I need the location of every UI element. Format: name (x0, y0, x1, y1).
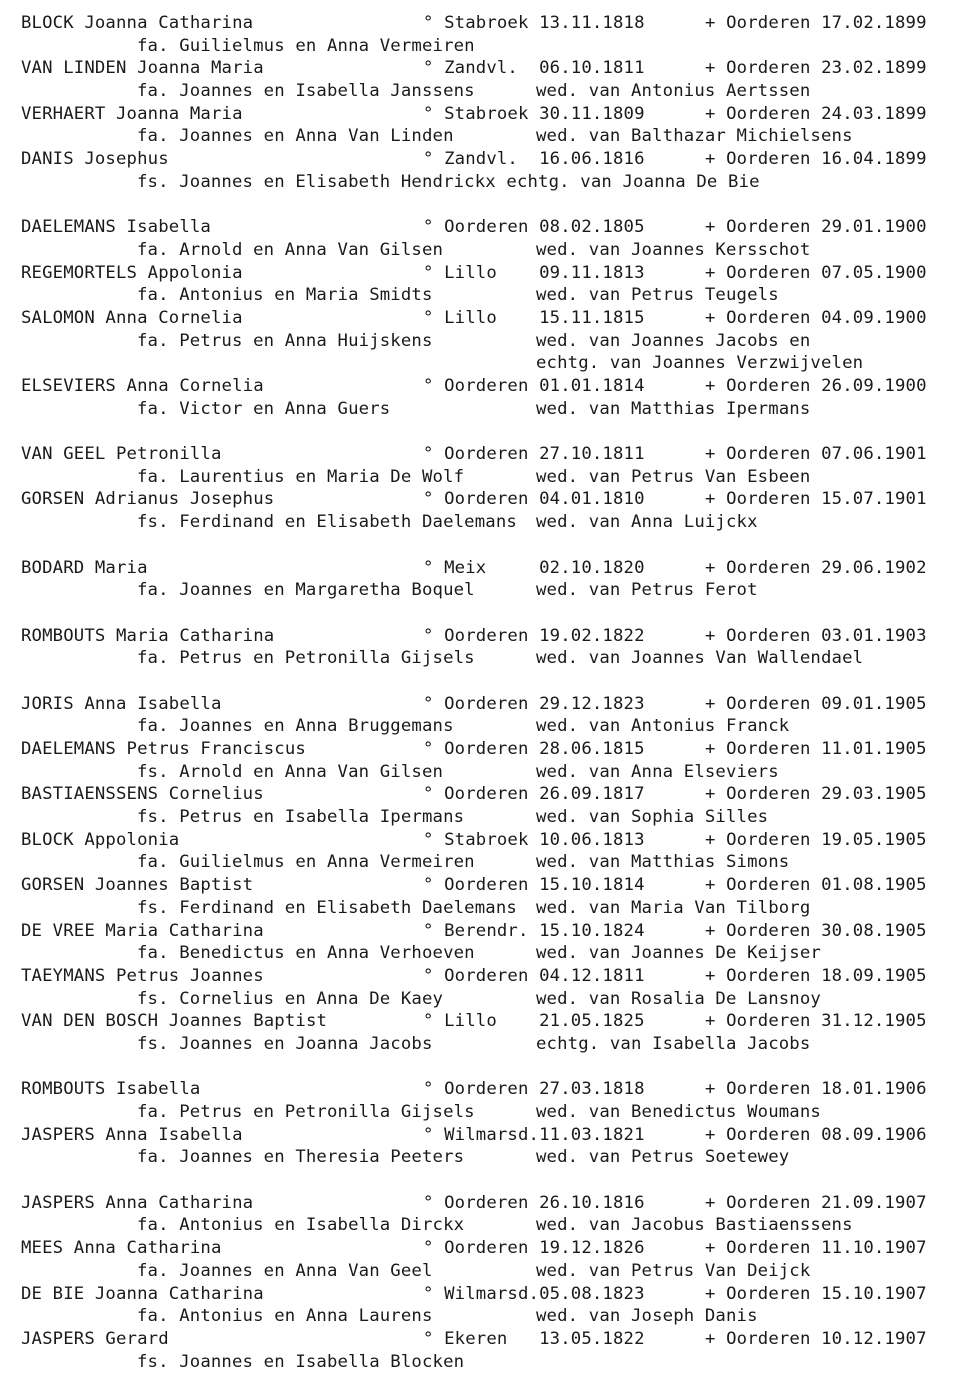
birth-record: ° Oorderen 04.01.1810 (423, 489, 645, 510)
parents-text: fs. Joannes en Joanna Jacobs (137, 1033, 433, 1054)
parents-text: fa. Joannes en Anna Van Linden (137, 126, 454, 147)
spouse-text: wed. van Jacobus Bastiaenssens (536, 1215, 853, 1236)
entry-main-line (21, 12, 951, 35)
person-name: ELSEVIERS Anna Cornelia (21, 376, 264, 396)
entry-main-line (21, 874, 951, 897)
entry-main-line (21, 625, 951, 648)
year-group (21, 1078, 951, 1169)
register-entry (21, 216, 951, 261)
register-entry (21, 1237, 951, 1282)
spouse-text: wed. van Petrus Van Esbeen (536, 466, 811, 487)
person-name: ROMBOUTS Isabella (21, 1079, 201, 1100)
death-record: + Oorderen 11.01.1905 (705, 739, 927, 759)
entry-detail-line (21, 330, 951, 353)
parents-text: fs. Arnold en Anna Van Gilsen (137, 761, 444, 782)
entry-detail-line (21, 851, 951, 874)
entry-main-line (21, 1283, 951, 1306)
death-register-page (21, 12, 951, 1373)
birth-record: ° Lillo 09.11.1813 (423, 262, 645, 283)
death-record: + Oorderen 29.01.1900 (705, 217, 927, 238)
entry-main-line (21, 488, 951, 511)
parents-text: fa. Laurentius en Maria De Wolf (137, 466, 465, 487)
entry-main-line (21, 783, 951, 806)
death-record: + Oorderen 08.09.1906 (705, 1124, 927, 1145)
spouse-text: echtg. van Isabella Jacobs (536, 1033, 811, 1054)
register-entry (21, 1078, 951, 1123)
birth-record: ° Oorderen 26.09.1817 (423, 784, 645, 805)
birth-record: ° Oorderen 19.12.1826 (423, 1238, 645, 1259)
register-entry (21, 262, 951, 307)
year-group (21, 693, 951, 1056)
death-record: + Oorderen 18.09.1905 (705, 965, 927, 986)
register-entry (21, 1010, 951, 1055)
entry-main-line (21, 1192, 951, 1215)
entry-detail-line (21, 715, 951, 738)
entry-detail-line (21, 239, 951, 262)
birth-record: ° Oorderen 15.10.1814 (423, 875, 645, 896)
register-entry (21, 874, 951, 919)
birth-record: ° Ekeren 13.05.1822 (423, 1328, 645, 1349)
entry-detail-line (21, 466, 951, 489)
person-name: MEES Anna Catharina (21, 1238, 222, 1259)
death-record: + Oorderen 17.02.1899 (705, 13, 927, 33)
parents-text: fa. Benedictus en Anna Verhoeven (137, 943, 475, 964)
entry-detail-line (21, 1033, 951, 1056)
parents-text: fs. Ferdinand en Elisabeth Daelemans (137, 897, 517, 918)
entry-main-line (21, 738, 951, 761)
spouse-text: wed. van Petrus Ferot (536, 580, 758, 601)
birth-record: ° Berendr. 15.10.1824 (423, 920, 645, 941)
person-name: JORIS Anna Isabella (21, 693, 222, 714)
entry-main-line (21, 443, 951, 466)
birth-record: ° Oorderen 04.12.1811 (423, 965, 645, 986)
person-name: BODARD Maria (21, 557, 148, 578)
death-record: + Oorderen 30.08.1905 (705, 920, 927, 941)
death-record: + Oorderen 29.03.1905 (705, 784, 927, 805)
entry-detail-line (21, 80, 951, 103)
entry-main-line (21, 920, 951, 943)
entry-detail-line (21, 1260, 951, 1283)
parents-text: fs. Joannes en Elisabeth Hendrickx echtg. van Joanna De Bie (137, 171, 760, 192)
spouse-text: wed. van Rosalia De Lansnoy (536, 988, 821, 1009)
person-name: BLOCK Joanna Catharina (21, 13, 254, 33)
spouse-text: wed. van Petrus Soetewey (536, 1147, 790, 1168)
death-record: + Oorderen 10.12.1907 (705, 1328, 927, 1349)
spouse-text: wed. van Maria Van Tilborg (536, 897, 811, 918)
person-name: BLOCK Appolonia (21, 829, 180, 850)
entry-main-line (21, 57, 951, 80)
register-entry (21, 1124, 951, 1169)
spouse-text: wed. van Antonius Aertssen (536, 81, 811, 102)
register-entry (21, 738, 951, 783)
spouse-text: wed. van Anna Elseviers (536, 761, 779, 782)
entry-main-line (21, 103, 951, 126)
birth-record: ° Zandvl. 06.10.1811 (423, 58, 645, 79)
death-record: + Oorderen 15.07.1901 (705, 489, 927, 510)
death-record: + Oorderen 09.01.1905 (705, 693, 927, 714)
person-name: VERHAERT Joanna Maria (21, 103, 243, 124)
parents-text: fa. Petrus en Anna Huijskens (137, 330, 433, 351)
person-name: DAELEMANS Isabella (21, 217, 211, 238)
spouse-text: wed. van Joannes Jacobs en (536, 330, 811, 351)
year-group (21, 443, 951, 534)
entry-main-line (21, 148, 951, 171)
spouse-text: wed. van Joannes Kersschot (536, 239, 811, 260)
person-name: VAN DEN BOSCH Joannes Baptist (21, 1011, 328, 1032)
entry-detail-line (21, 1351, 951, 1374)
person-name: GORSEN Joannes Baptist (21, 875, 254, 896)
person-name: JASPERS Gerard (21, 1328, 169, 1349)
entry-main-line (21, 1328, 951, 1351)
register-entry (21, 148, 951, 193)
register-entry (21, 965, 951, 1010)
entry-detail-line (21, 398, 951, 421)
entry-main-line (21, 693, 951, 716)
entry-main-line (21, 1124, 951, 1147)
person-name: TAEYMANS Petrus Joannes (21, 965, 264, 986)
register-entry (21, 488, 951, 533)
parents-text: fa. Guilielmus en Anna Vermeiren (137, 852, 475, 873)
entry-main-line (21, 1078, 951, 1101)
person-name: REGEMORTELS Appolonia (21, 262, 243, 283)
register-entry (21, 443, 951, 488)
entry-detail-line (21, 284, 951, 307)
parents-text: fa. Antonius en Anna Laurens (137, 1306, 433, 1327)
spouse-text-continued: echtg. van Joannes Verzwijvelen (536, 353, 864, 374)
spouse-text: wed. van Joannes Van Wallendael (536, 648, 864, 669)
entry-detail-line (21, 1214, 951, 1237)
death-record: + Oorderen 07.05.1900 (705, 262, 927, 283)
parents-text: fs. Ferdinand en Elisabeth Daelemans (137, 512, 517, 533)
birth-record: ° Zandvl. 16.06.1816 (423, 149, 645, 170)
entry-main-line (21, 1237, 951, 1260)
parents-text: fa. Joannes en Isabella Janssens (137, 81, 475, 102)
parents-text: fa. Petrus en Petronilla Gijsels (137, 648, 475, 669)
death-record: + Oorderen 18.01.1906 (705, 1079, 927, 1100)
birth-record: ° Wilmarsd.05.08.1823 (423, 1283, 645, 1304)
person-name: DANIS Josephus (21, 149, 169, 170)
birth-record: ° Oorderen 28.06.1815 (423, 739, 645, 759)
entry-detail-line (21, 761, 951, 784)
parents-text: fs. Joannes en Isabella Blocken (137, 1351, 465, 1372)
register-entry (21, 375, 951, 420)
person-name: DAELEMANS Petrus Franciscus (21, 739, 306, 759)
person-name: VAN GEEL Petronilla (21, 444, 222, 465)
register-entry (21, 920, 951, 965)
birth-record: ° Stabroek 13.11.1818 (423, 13, 645, 33)
death-record: + Oorderen 07.06.1901 (705, 444, 927, 465)
register-entry (21, 783, 951, 828)
entry-main-line (21, 1010, 951, 1033)
parents-text: fa. Victor en Anna Guers (137, 398, 391, 419)
entry-main-line (21, 829, 951, 852)
birth-record: ° Lillo 15.11.1815 (423, 307, 645, 328)
register-entry (21, 103, 951, 148)
parents-text: fa. Petrus en Petronilla Gijsels (137, 1102, 475, 1122)
register-entry (21, 625, 951, 670)
birth-record: ° Oorderen 27.03.1818 (423, 1079, 645, 1100)
register-entry (21, 693, 951, 738)
entry-detail-line (21, 35, 951, 58)
birth-record: ° Wilmarsd.11.03.1821 (423, 1124, 645, 1145)
register-entry (21, 12, 951, 57)
register-entry (21, 557, 951, 602)
entry-detail-line (21, 988, 951, 1011)
entry-main-line (21, 216, 951, 239)
birth-record: ° Oorderen 08.02.1805 (423, 217, 645, 238)
entry-detail-line (21, 171, 951, 194)
entry-detail-line (21, 647, 951, 670)
death-record: + Oorderen 26.09.1900 (705, 376, 927, 396)
birth-record: ° Oorderen 26.10.1816 (423, 1192, 645, 1213)
person-name: DE VREE Maria Catharina (21, 920, 264, 941)
spouse-text: wed. van Balthazar Michielsens (536, 126, 853, 147)
person-name: GORSEN Adrianus Josephus (21, 489, 275, 510)
birth-record: ° Oorderen 29.12.1823 (423, 693, 645, 714)
entry-detail-line (21, 1146, 951, 1169)
death-record: + Oorderen 15.10.1907 (705, 1283, 927, 1304)
entry-detail-line (21, 125, 951, 148)
entry-detail-line (21, 511, 951, 534)
parents-text: fs. Petrus en Isabella Ipermans (137, 807, 465, 828)
death-record: + Oorderen 21.09.1907 (705, 1192, 927, 1213)
spouse-text: wed. van Matthias Ipermans (536, 398, 811, 419)
parents-text: fa. Arnold en Anna Van Gilsen (137, 239, 444, 260)
person-name: VAN LINDEN Joanna Maria (21, 58, 264, 79)
person-name: ROMBOUTS Maria Catharina (21, 625, 275, 646)
person-name: BASTIAENSSENS Cornelius (21, 784, 264, 805)
birth-record: ° Lillo 21.05.1825 (423, 1011, 645, 1032)
birth-record: ° Oorderen 19.02.1822 (423, 625, 645, 646)
register-entry (21, 829, 951, 874)
parents-text: fa. Joannes en Margaretha Boquel (137, 580, 475, 601)
birth-record: ° Stabroek 30.11.1809 (423, 103, 645, 124)
birth-record: ° Oorderen 01.01.1814 (423, 376, 645, 396)
person-name: DE BIE Joanna Catharina (21, 1283, 264, 1304)
parents-text: fa. Joannes en Anna Van Geel (137, 1260, 433, 1281)
register-entry (21, 1283, 951, 1328)
entry-main-line (21, 375, 951, 398)
person-name: SALOMON Anna Cornelia (21, 307, 243, 328)
spouse-text: wed. van Petrus Van Deijck (536, 1260, 811, 1281)
entry-detail-line (21, 806, 951, 829)
birth-record: ° Oorderen 27.10.1811 (423, 444, 645, 465)
register-entry (21, 57, 951, 102)
entry-main-line (21, 262, 951, 285)
year-group (21, 625, 951, 670)
parents-text: fa. Joannes en Theresia Peeters (137, 1147, 465, 1168)
death-record: + Oorderen 31.12.1905 (705, 1011, 927, 1032)
entry-main-line (21, 965, 951, 988)
spouse-text: wed. van Joannes De Keijser (536, 943, 821, 964)
person-name: JASPERS Anna Catharina (21, 1192, 254, 1213)
birth-record: ° Stabroek 10.06.1813 (423, 829, 645, 850)
year-group (21, 12, 951, 194)
entry-extra-line (21, 352, 951, 375)
spouse-text: wed. van Benedictus Woumans (536, 1102, 821, 1122)
entry-detail-line (21, 897, 951, 920)
spouse-text: wed. van Anna Luijckx (536, 512, 758, 533)
death-record: + Oorderen 29.06.1902 (705, 557, 927, 578)
register-entry (21, 1328, 951, 1373)
year-group (21, 557, 951, 602)
spouse-text: wed. van Matthias Simons (536, 852, 790, 873)
parents-text: fa. Guilielmus en Anna Vermeiren (137, 35, 475, 56)
death-record: + Oorderen 11.10.1907 (705, 1238, 927, 1259)
death-record: + Oorderen 04.09.1900 (705, 307, 927, 328)
year-group (21, 1192, 951, 1374)
spouse-text: wed. van Petrus Teugels (536, 285, 779, 306)
parents-text: fa. Antonius en Maria Smidts (137, 285, 433, 306)
register-entry (21, 307, 951, 375)
death-record: + Oorderen 03.01.1903 (705, 625, 927, 646)
death-record: + Oorderen 23.02.1899 (705, 58, 927, 79)
spouse-text: wed. van Joseph Danis (536, 1306, 758, 1327)
register-entry (21, 1192, 951, 1237)
entry-detail-line (21, 579, 951, 602)
death-record: + Oorderen 24.03.1899 (705, 103, 927, 124)
spouse-text: wed. van Antonius Franck (536, 716, 790, 737)
parents-text: fa. Joannes en Anna Bruggemans (137, 716, 454, 737)
entry-main-line (21, 307, 951, 330)
year-group (21, 216, 951, 420)
death-record: + Oorderen 01.08.1905 (705, 875, 927, 896)
parents-text: fa. Antonius en Isabella Dirckx (137, 1215, 465, 1236)
entry-main-line (21, 557, 951, 580)
death-record: + Oorderen 16.04.1899 (705, 149, 927, 170)
birth-record: ° Meix 02.10.1820 (423, 557, 645, 578)
parents-text: fs. Cornelius en Anna De Kaey (137, 988, 444, 1009)
death-record: + Oorderen 19.05.1905 (705, 829, 927, 850)
spouse-text: wed. van Sophia Silles (536, 807, 769, 828)
person-name: JASPERS Anna Isabella (21, 1124, 243, 1145)
entry-detail-line (21, 1305, 951, 1328)
entry-detail-line (21, 1101, 951, 1124)
entry-detail-line (21, 942, 951, 965)
